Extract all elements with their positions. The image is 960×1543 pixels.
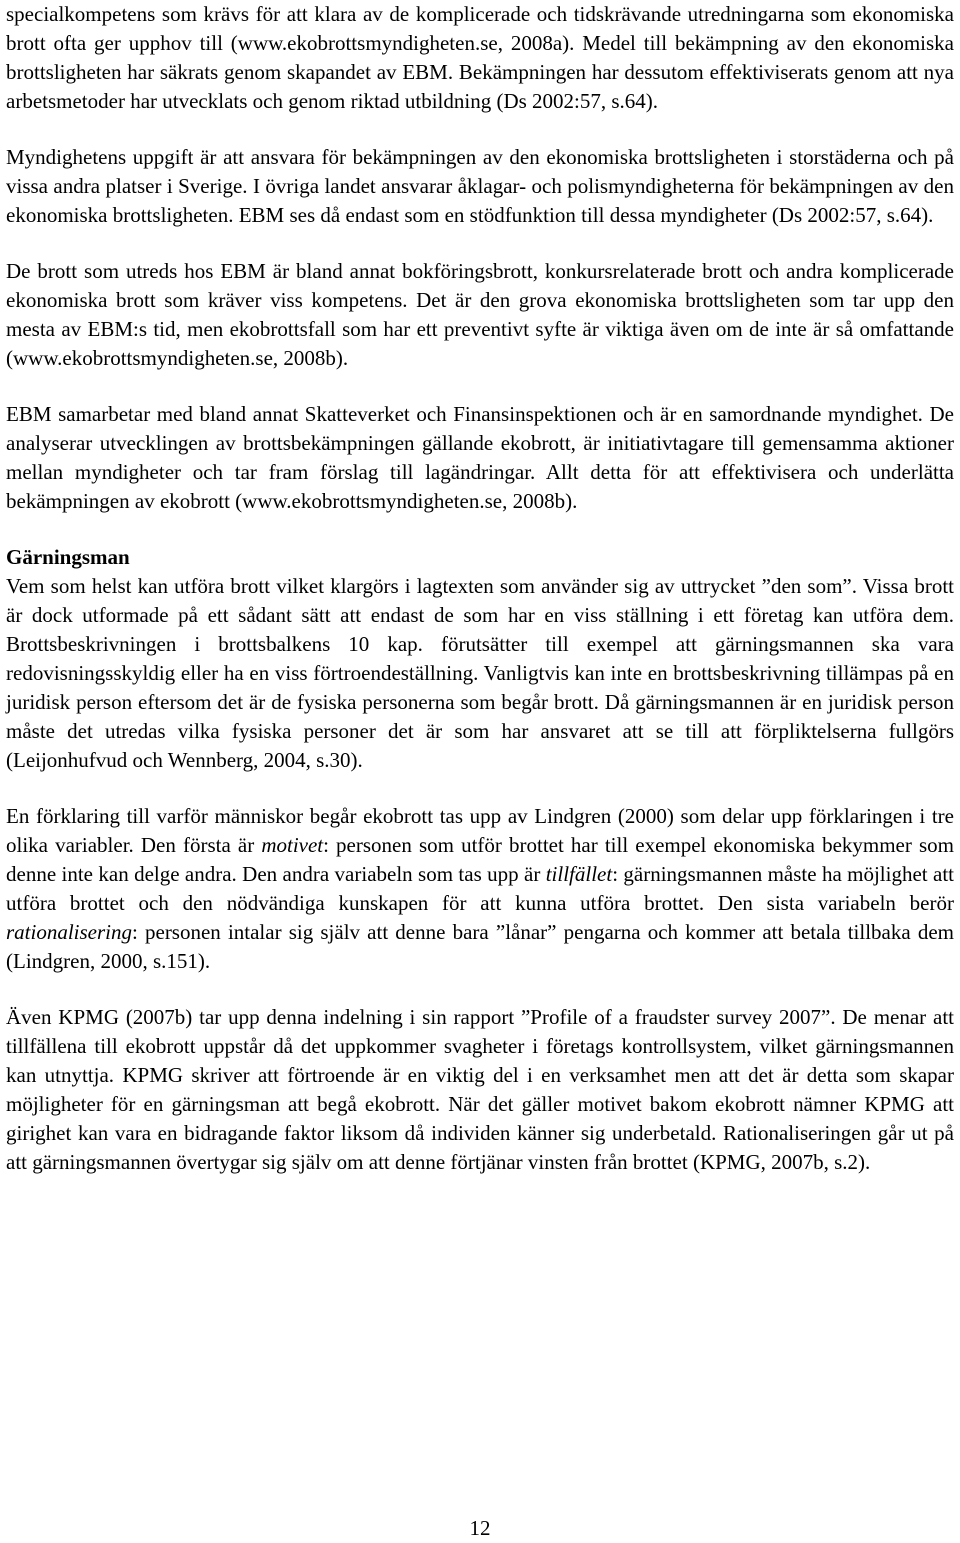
paragraph-text: : gärningsmannen måste ha möjlighet att utföra brottet och den nödvändiga kunskapen för att kunna utföra brottet. Den sista variabeln berör bbox=[6, 862, 954, 915]
document-page bbox=[6, 0, 954, 1204]
paragraph-text: : personen intalar sig själv att denne bara ”lånar” pengarna och kommer att betala tillbaka dem (Lindgren, 2000, s.151). bbox=[6, 920, 954, 973]
paragraph-text: : personen som utför brottet har till exempel ekonomiska bekymmer som denne inte kan delge andra. Den andra variabeln som tas upp är bbox=[6, 833, 954, 886]
emphasis-rationalization: rationalisering bbox=[6, 920, 133, 944]
emphasis-motive: motivet bbox=[261, 833, 324, 857]
emphasis-opportunity: tillfället bbox=[545, 862, 613, 886]
page-number: 12 bbox=[469, 1516, 491, 1540]
paragraph-kpmg: Även KPMG (2007b) tar upp denna indelning i sin rapport ”Profile of a fraudster survey 2007”. De menar att tillfällena till ekobrott uppstår då det uppkommer svagheter i företags kontrollsystem, vilket gärningsmannen kan utnyttja. KPMG skriver att förtroende är en viktig del i en verksamhet men att det är detta som skapar möjligheter för en gärningsman att begå ekobrott. När det gäller motivet bakom ekobrott nämner KPMG att girighet kan vara en bidragande faktor liksom då individen känner sig underbetald. Rationaliseringen går ut på att gärningsmannen övertygar sig själv om att denne förtjänar vinsten från brottet (KPMG, 2007b, s.2). bbox=[6, 1005, 954, 1174]
paragraph-explanation-variables bbox=[6, 802, 954, 976]
paragraph-crimes-investigated: De brott som utreds hos EBM är bland annat bokföringsbrott, konkursrelaterade brott och andra komplicerade ekonomiska brott som kräver viss kompetens. Det är den grova ekonomiska brottsligheten som tar upp den mesta av EBM:s tid, men ekobrottsfall som har ett preventivt syfte är viktiga även om de inte är så omfattande (www.ekobrottsmyndigheten.se, 2008b). bbox=[6, 259, 954, 370]
paragraph-text: En förklaring till varför människor begår ekobrott tas upp av Lindgren (2000) som delar upp förklaringen i tre olika variabler. Den första är bbox=[6, 804, 954, 857]
paragraph-perpetrator: Vem som helst kan utföra brott vilket klargörs i lagtexten som använder sig av uttrycket ”den som”. Vissa brott är dock utformade på ett sådant sätt att endast de som har en viss ställning i ett företag kan utföra dem. Brottsbeskrivningen i brottsbalkens 10 kap. förutsätter till exempel att gärningsmannen ska vara redovisningsskyldig eller ha en viss förtroendeställning. Vanligtvis kan inte en brottsbeskrivning tillämpas på en juridisk person eftersom det är de fysiska personerna som begår brott. Då gärningsmannen är en juridisk person måste det utredas vilka fysiska personer det är som har ansvaret att se till att förpliktelserna fullgörs (Leijonhufvud och Wennberg, 2004, s.30). bbox=[6, 574, 954, 772]
paragraph-ebm-intro: specialkompetens som krävs för att klara av de komplicerade och tidskrävande utredningarna som ekonomiska brott ofta ger upphov till (www.ekobrottsmyndigheten.se, 2008a). Medel till bekämpning av den ekonomiska brottsligheten har säkrats genom skapandet av EBM. Bekämpningen har dessutom effektiviserats genom att nya arbetsmetoder har utvecklats och genom riktad utbildning (Ds 2002:57, s.64). bbox=[6, 2, 954, 113]
paragraph-agency-task: Myndighetens uppgift är att ansvara för bekämpningen av den ekonomiska brottsligheten i storstäderna och på vissa andra platser i Sverige. I övriga landet ansvarar åklagar- och polismyndigheterna för bekämpningen av den ekonomiska brottsligheten. EBM ses då endast som en stödfunktion till dessa myndigheter (Ds 2002:57, s.64). bbox=[6, 145, 954, 227]
paragraph-cooperation: EBM samarbetar med bland annat Skatteverket och Finansinspektionen och är en samordnande myndighet. De analyserar utvecklingen av brottsbekämpningen gällande ekobrott, är initiativtagare till gemensamma aktioner mellan myndigheter och tar fram förslag till lagändringar. Allt detta för att effektivisera och underlätta bekämpningen av ekobrott (www.ekobrottsmyndigheten.se, 2008b). bbox=[6, 402, 954, 513]
section-heading: Gärningsman bbox=[6, 545, 130, 569]
